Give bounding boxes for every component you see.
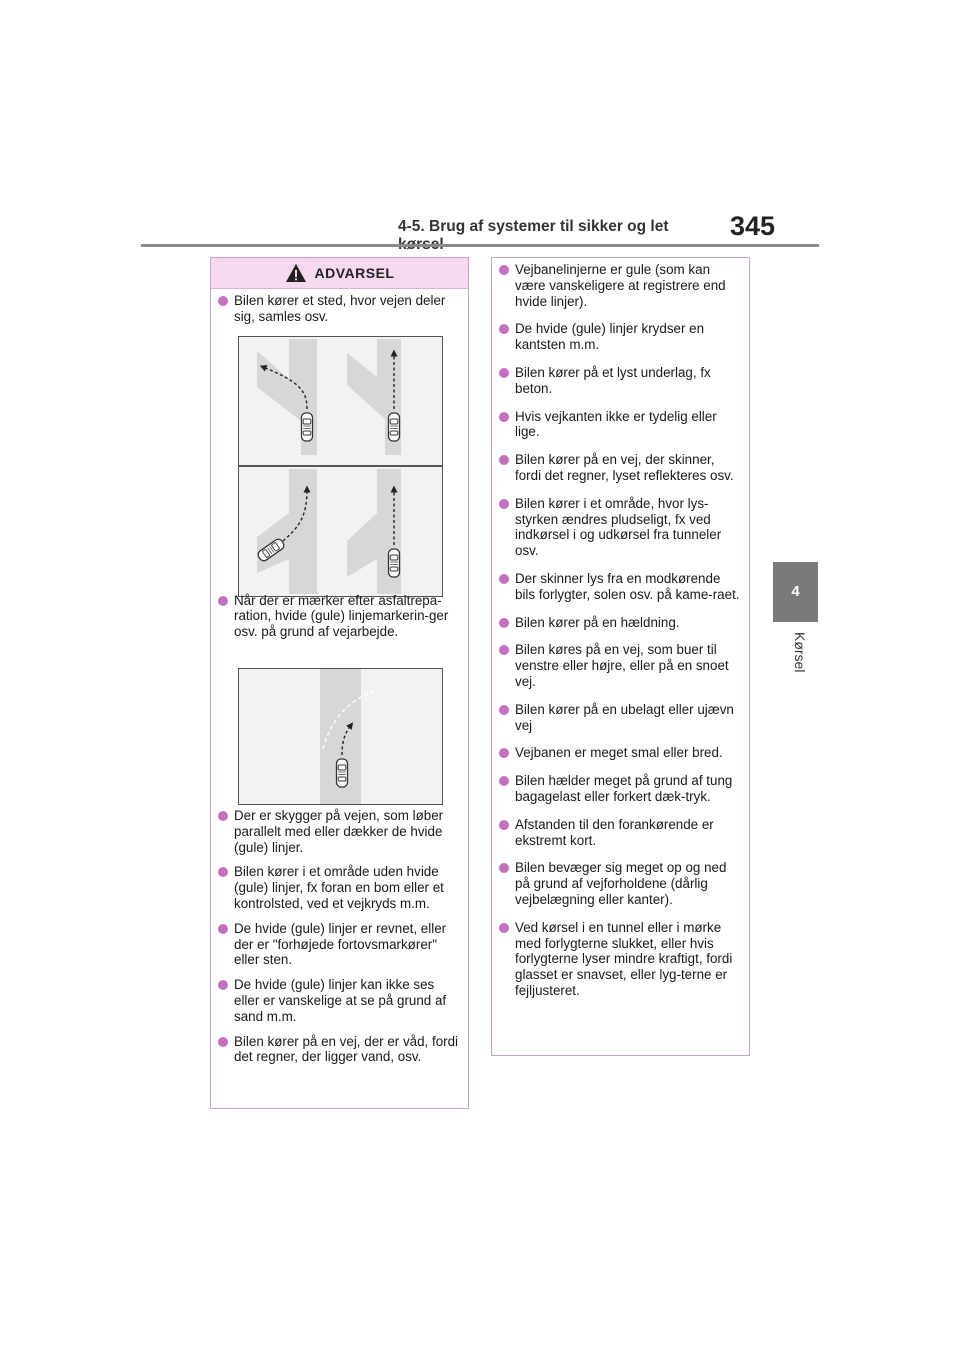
- list-item: Bilen kører i et område, hvor lys-styrken ændres pludseligt, fx ved indkørsel i og udkørsel fra tunneler osv.: [496, 496, 743, 559]
- bullet-dot-icon: [218, 867, 228, 877]
- bullet-dot-icon: [218, 1037, 228, 1047]
- bullet-dot-icon: [218, 296, 228, 306]
- list-item: Bilen kører på et lyst underlag, fx beton.: [496, 365, 743, 397]
- list-item: Ved kørsel i en tunnel eller i mørke med forlygterne slukket, eller hvis forlygterne lyser mindre kraftigt, fordi glasset er snavset, eller lyg-terne er fejljusteret.: [496, 920, 743, 999]
- bullet-dot-icon: [499, 776, 509, 786]
- list-item: De hvide (gule) linjer er revnet, eller der er "forhøjede fortovsmarkører" eller sten.: [215, 921, 460, 968]
- bullet-dot-icon: [218, 980, 228, 990]
- warning-triangle-icon: [285, 263, 307, 283]
- page-number: 345: [730, 211, 776, 241]
- list-item: Bilen køres på en vej, som buer til venstre eller højre, eller på en snoet vej.: [496, 642, 743, 689]
- list-item: Vejbanen er meget smal eller bred.: [496, 745, 743, 761]
- bullet-dot-icon: [499, 863, 509, 873]
- warning-title: ADVARSEL: [314, 265, 395, 281]
- bullet-dot-icon: [499, 412, 509, 422]
- figure-road-repair-marks: [238, 668, 443, 805]
- bullet-dot-icon: [499, 368, 509, 378]
- list-item: De hvide (gule) linjer kan ikke ses eller er vanskelige at se på grund af sand m.m.: [215, 977, 460, 1024]
- list-item: Bilen kører i et område uden hvide (gule) linjer, fx foran en bom eller et kontrolsted, ved et vejkryds m.m.: [215, 864, 460, 911]
- list-item: Der er skygger på vejen, som løber parallelt med eller dækker de hvide (gule) linjer.: [215, 808, 460, 855]
- bullet-dot-icon: [499, 499, 509, 509]
- bullet-dot-icon: [218, 596, 228, 606]
- bullet-dot-icon: [499, 265, 509, 275]
- chapter-tab: 4: [773, 562, 818, 622]
- list-item: Bilen kører på en vej, der skinner, fordi det regner, lyset reflekteres osv.: [496, 452, 743, 484]
- figure-road-branching: [238, 336, 443, 597]
- list-item: Der skinner lys fra en modkørende bils forlygter, solen osv. på kame-raet.: [496, 571, 743, 603]
- list-item: Bilen kører på en hældning.: [496, 615, 743, 631]
- bullet-dot-icon: [218, 811, 228, 821]
- bullet-dot-icon: [499, 324, 509, 334]
- bullet-dot-icon: [499, 574, 509, 584]
- list-item: Bilen kører et sted, hvor vejen deler sig, samles osv.: [215, 293, 460, 325]
- bullet-dot-icon: [499, 705, 509, 715]
- list-item: De hvide (gule) linjer krydser en kantsten m.m.: [496, 321, 743, 353]
- list-item: Bilen hælder meget på grund af tung bagagelast eller forkert dæk-tryk.: [496, 773, 743, 805]
- bullet-dot-icon: [499, 618, 509, 628]
- bullet-dot-icon: [499, 748, 509, 758]
- list-item: Bilen bevæger sig meget op og ned på grund af vejforholdene (dårlig vejbelægning eller kanter).: [496, 860, 743, 907]
- warning-box-right: [491, 257, 750, 1056]
- warning-box-left: [210, 257, 469, 1109]
- bullet-dot-icon: [218, 924, 228, 934]
- list-item: Når der er mærker efter asfaltrepa-ration, hvide (gule) linjemarkerin-ger osv. på grund af vejarbejde.: [215, 593, 460, 640]
- chapter-label: Kørsel: [792, 632, 808, 673]
- list-item: Bilen kører på en vej, der er våd, fordi det regner, der ligger vand, osv.: [215, 1034, 460, 1066]
- bullet-dot-icon: [499, 820, 509, 830]
- list-item: Bilen kører på en ubelagt eller ujævn vej: [496, 702, 743, 734]
- list-item: Vejbanelinjerne er gule (som kan være vanskeligere at registrere end hvide linjer).: [496, 262, 743, 309]
- section-title: 4-5. Brug af systemer til sikker og let: [398, 218, 669, 235]
- header-divider: [141, 244, 819, 247]
- list-item: Afstanden til den forankørende er ekstremt kort.: [496, 817, 743, 849]
- list-item: Hvis vejkanten ikke er tydelig eller lige.: [496, 409, 743, 441]
- warning-header: [211, 258, 468, 289]
- bullet-dot-icon: [499, 923, 509, 933]
- bullet-dot-icon: [499, 455, 509, 465]
- bullet-dot-icon: [499, 645, 509, 655]
